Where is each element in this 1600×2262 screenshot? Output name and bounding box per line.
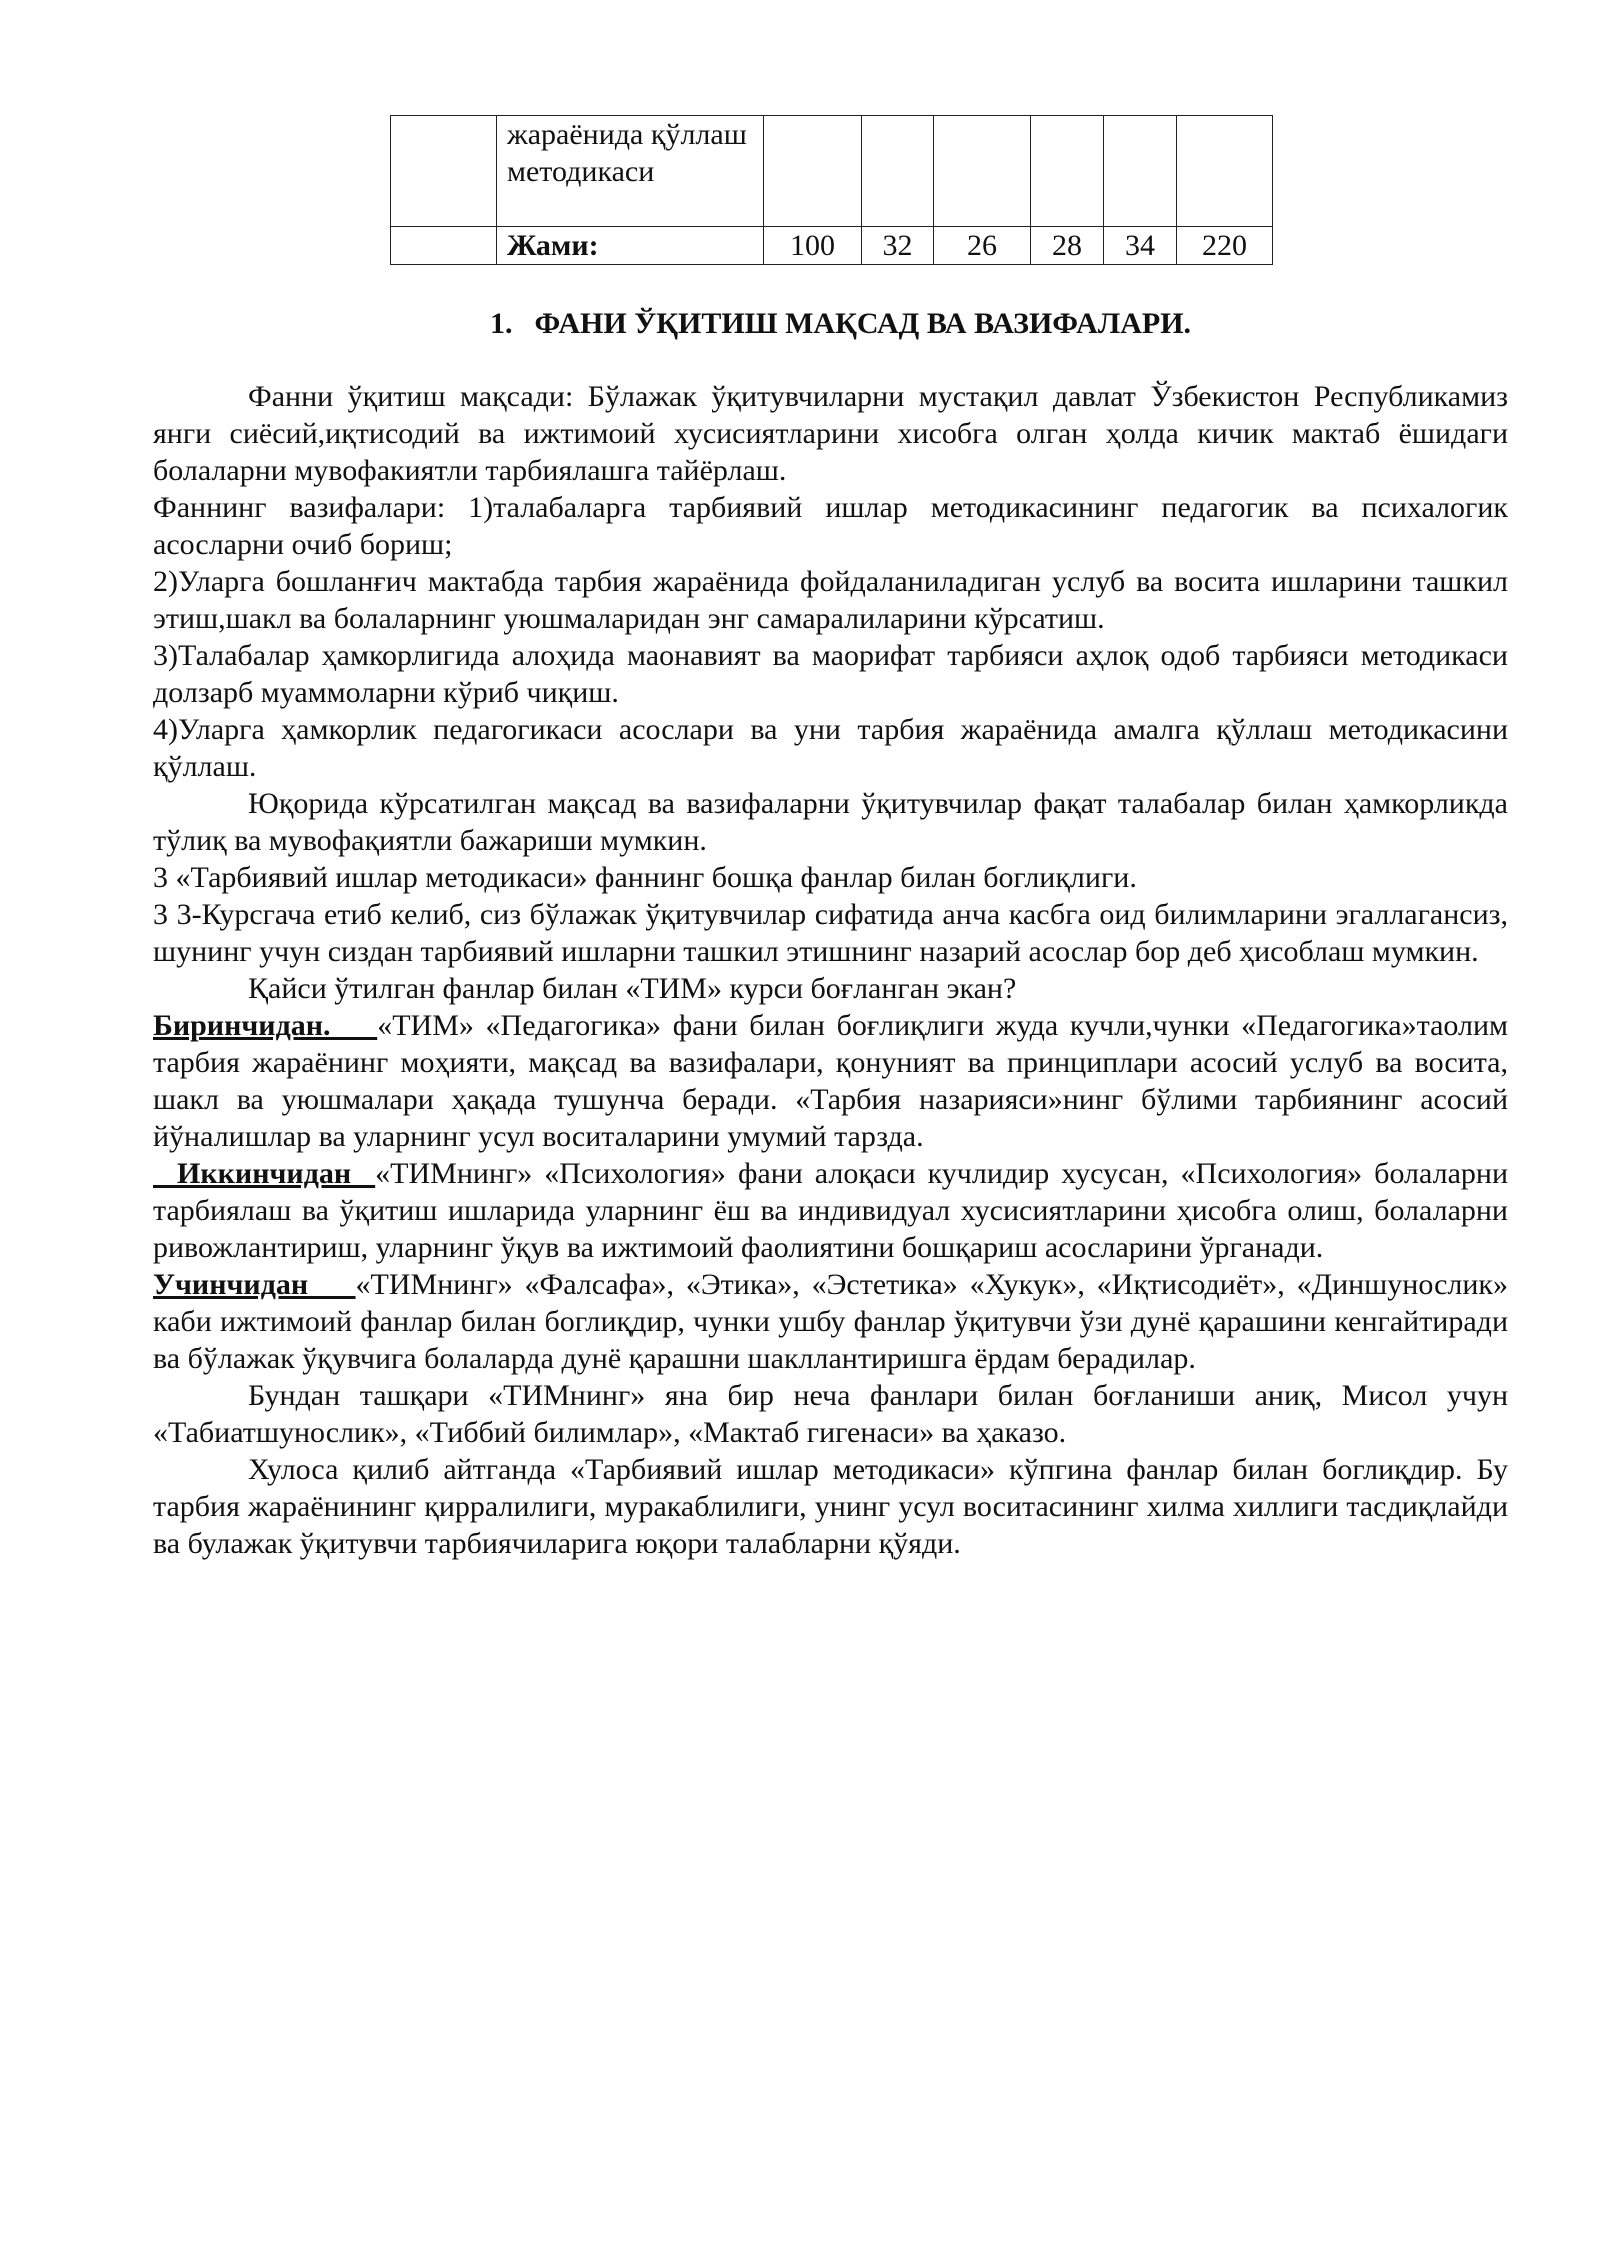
table-cell (1177, 116, 1273, 227)
paragraph-lead: Учинчидан (153, 1268, 356, 1301)
paragraph-text: Бундан ташқари «ТИМнинг» яна бир неча фанлари билан боғланиши аниқ, Мисол учун «Табиатшунослик», «Тиббий билимлар», «Мактаб гигенаси» ва ҳаказо. (153, 1379, 1508, 1449)
paragraph (153, 637, 1508, 711)
paragraph (153, 1155, 1508, 1266)
table-cell (391, 116, 497, 227)
table-cell (1031, 116, 1104, 227)
paragraph-text: Хулоса қилиб айтганда «Тарбиявий ишлар методикаси» кўпгина фанлар билан боглиқдир. Бу тарбия жараёнининг қирралилиги, муракаблилиги, унинг усул воситасининг хилма хиллиги тасдиқлайди ва булажак ўқитувчи тарбиячиларига юқори талабларни қўяди. (153, 1453, 1508, 1560)
paragraph-text: 3 3-Курсгача етиб келиб, сиз бўлажак ўқитувчилар сифатида анча касбга оид билимларини эгаллагансиз, шунинг учун сиздан тарбиявий ишларни ташкил этишнинг назарий асослар бор деб ҳисоблаш мумкин. (153, 898, 1508, 968)
paragraph (153, 859, 1508, 896)
paragraph-text: «ТИМнинг» «Психология» фани алоқаси кучлидир хусусан, «Психология» болаларни тарбиялаш ва ўқитиш ишларида уларнинг ёш ва индивидуал хусисиятларини ҳисобга олиш, болаларни ривожлантириш, уларнинг ўқув ва ижтимоий фаолиятини бошқариш асосларини ўрганади. (153, 1157, 1508, 1264)
paragraph-text: «ТИМ» «Педагогика» фани билан боғлиқлиги жуда кучли,чунки «Педагогика»таолим тарбия жараёнинг моҳияти, мақсад ва вазифалари, қонуният ва принциплари асосий услуб ва восита, шакл ва уюшмалари ҳақада тушунча беради. «Тарбия назарияси»нинг бўлими тарбиянинг асосий йўналишлар ва уларнинг усул воситаларини умумий тарзда. (153, 1009, 1508, 1153)
total-value: 32 (862, 227, 934, 265)
paragraph (153, 711, 1508, 785)
table-cell (391, 227, 497, 265)
section-title: ФАНИ ЎҚИТИШ МАҚСАД ВА ВАЗИФАЛАРИ. (534, 307, 1192, 340)
paragraph (153, 378, 1508, 489)
paragraph-lead: Иккинчидан (153, 1157, 376, 1190)
section-heading (490, 305, 1191, 342)
paragraph (153, 1451, 1508, 1562)
total-label: Жами: (497, 227, 764, 265)
paragraph (153, 1007, 1508, 1155)
paragraph (153, 489, 1508, 563)
total-value: 26 (934, 227, 1031, 265)
curriculum-table (390, 115, 1273, 265)
paragraph-text: 3 «Тарбиявий ишлар методикаси» фаннинг бошқа фанлар билан боглиқлиги. (153, 861, 1137, 894)
paragraph (153, 896, 1508, 970)
paragraph (153, 785, 1508, 859)
paragraph-text: 3)Талабалар ҳамкорлигида алоҳида маонавият ва маорифат тарбияси аҳлоқ одоб тарбияси методикаси долзарб муаммоларни кўриб чиқиш. (153, 639, 1508, 709)
paragraph (153, 1266, 1508, 1377)
paragraph (153, 563, 1508, 637)
table-row-total (391, 227, 1273, 265)
table-row (391, 116, 1273, 227)
section-number: 1. (490, 307, 513, 340)
document-body (153, 378, 1508, 1562)
total-value: 100 (764, 227, 862, 265)
paragraph-text: Фанни ўқитиш мақсади: Бўлажак ўқитувчиларни мустақил давлат Ўзбекистон Республикамиз янги сиёсий,иқтисодий ва ижтимоий хусисиятларини хисобга олган ҳолда кичик мактаб ёшидаги болаларни мувофакиятли тарбиялашга тайёрлаш. (153, 380, 1508, 487)
table-cell (764, 116, 862, 227)
paragraph (153, 1377, 1508, 1451)
paragraph-text: 2)Уларга бошланғич мактабда тарбия жараёнида фойдаланиладиган услуб ва восита ишларини ташкил этиш,шакл ва болаларнинг уюшмаларидан энг самаралиларини кўрсатиш. (153, 565, 1508, 635)
table-cell-topic: жараёнида қўллаш методикаси (497, 116, 764, 227)
paragraph-text: Қайси ўтилган фанлар билан «ТИМ» курси боғланган экан? (248, 972, 1017, 1005)
paragraph-text: «ТИМнинг» «Фалсафа», «Этика», «Эстетика» «Хукук», «Иқтисодиёт», «Диншунослик» каби ижтимоий фанлар билан боглиқдир, чунки ушбу фанлар ўқитувчи ўзи дунё қарашини кенгайтиради ва бўлажак ўқувчига болаларда дунё қарашни шакллантиришга ёрдам берадилар. (153, 1268, 1509, 1375)
paragraph-text: 4)Уларга ҳамкорлик педагогикаси асослари ва уни тарбия жараёнида амалга қўллаш методикасини қўллаш. (153, 713, 1508, 783)
table-cell (862, 116, 934, 227)
paragraph-lead: Биринчидан. (153, 1009, 378, 1042)
total-value: 220 (1177, 227, 1273, 265)
table-cell (1104, 116, 1177, 227)
total-value: 34 (1104, 227, 1177, 265)
paragraph-text: Юқорида кўрсатилган мақсад ва вазифаларни ўқитувчилар фақат талабалар билан ҳамкорликда тўлиқ ва мувофақиятли бажариши мумкин. (153, 787, 1508, 857)
total-value: 28 (1031, 227, 1104, 265)
table-cell (934, 116, 1031, 227)
paragraph (153, 970, 1508, 1007)
paragraph-text: Фаннинг вазифалари: 1)талабаларга тарбиявий ишлар методикасининг педагогик ва психалогик асосларни очиб бориш; (153, 491, 1508, 561)
